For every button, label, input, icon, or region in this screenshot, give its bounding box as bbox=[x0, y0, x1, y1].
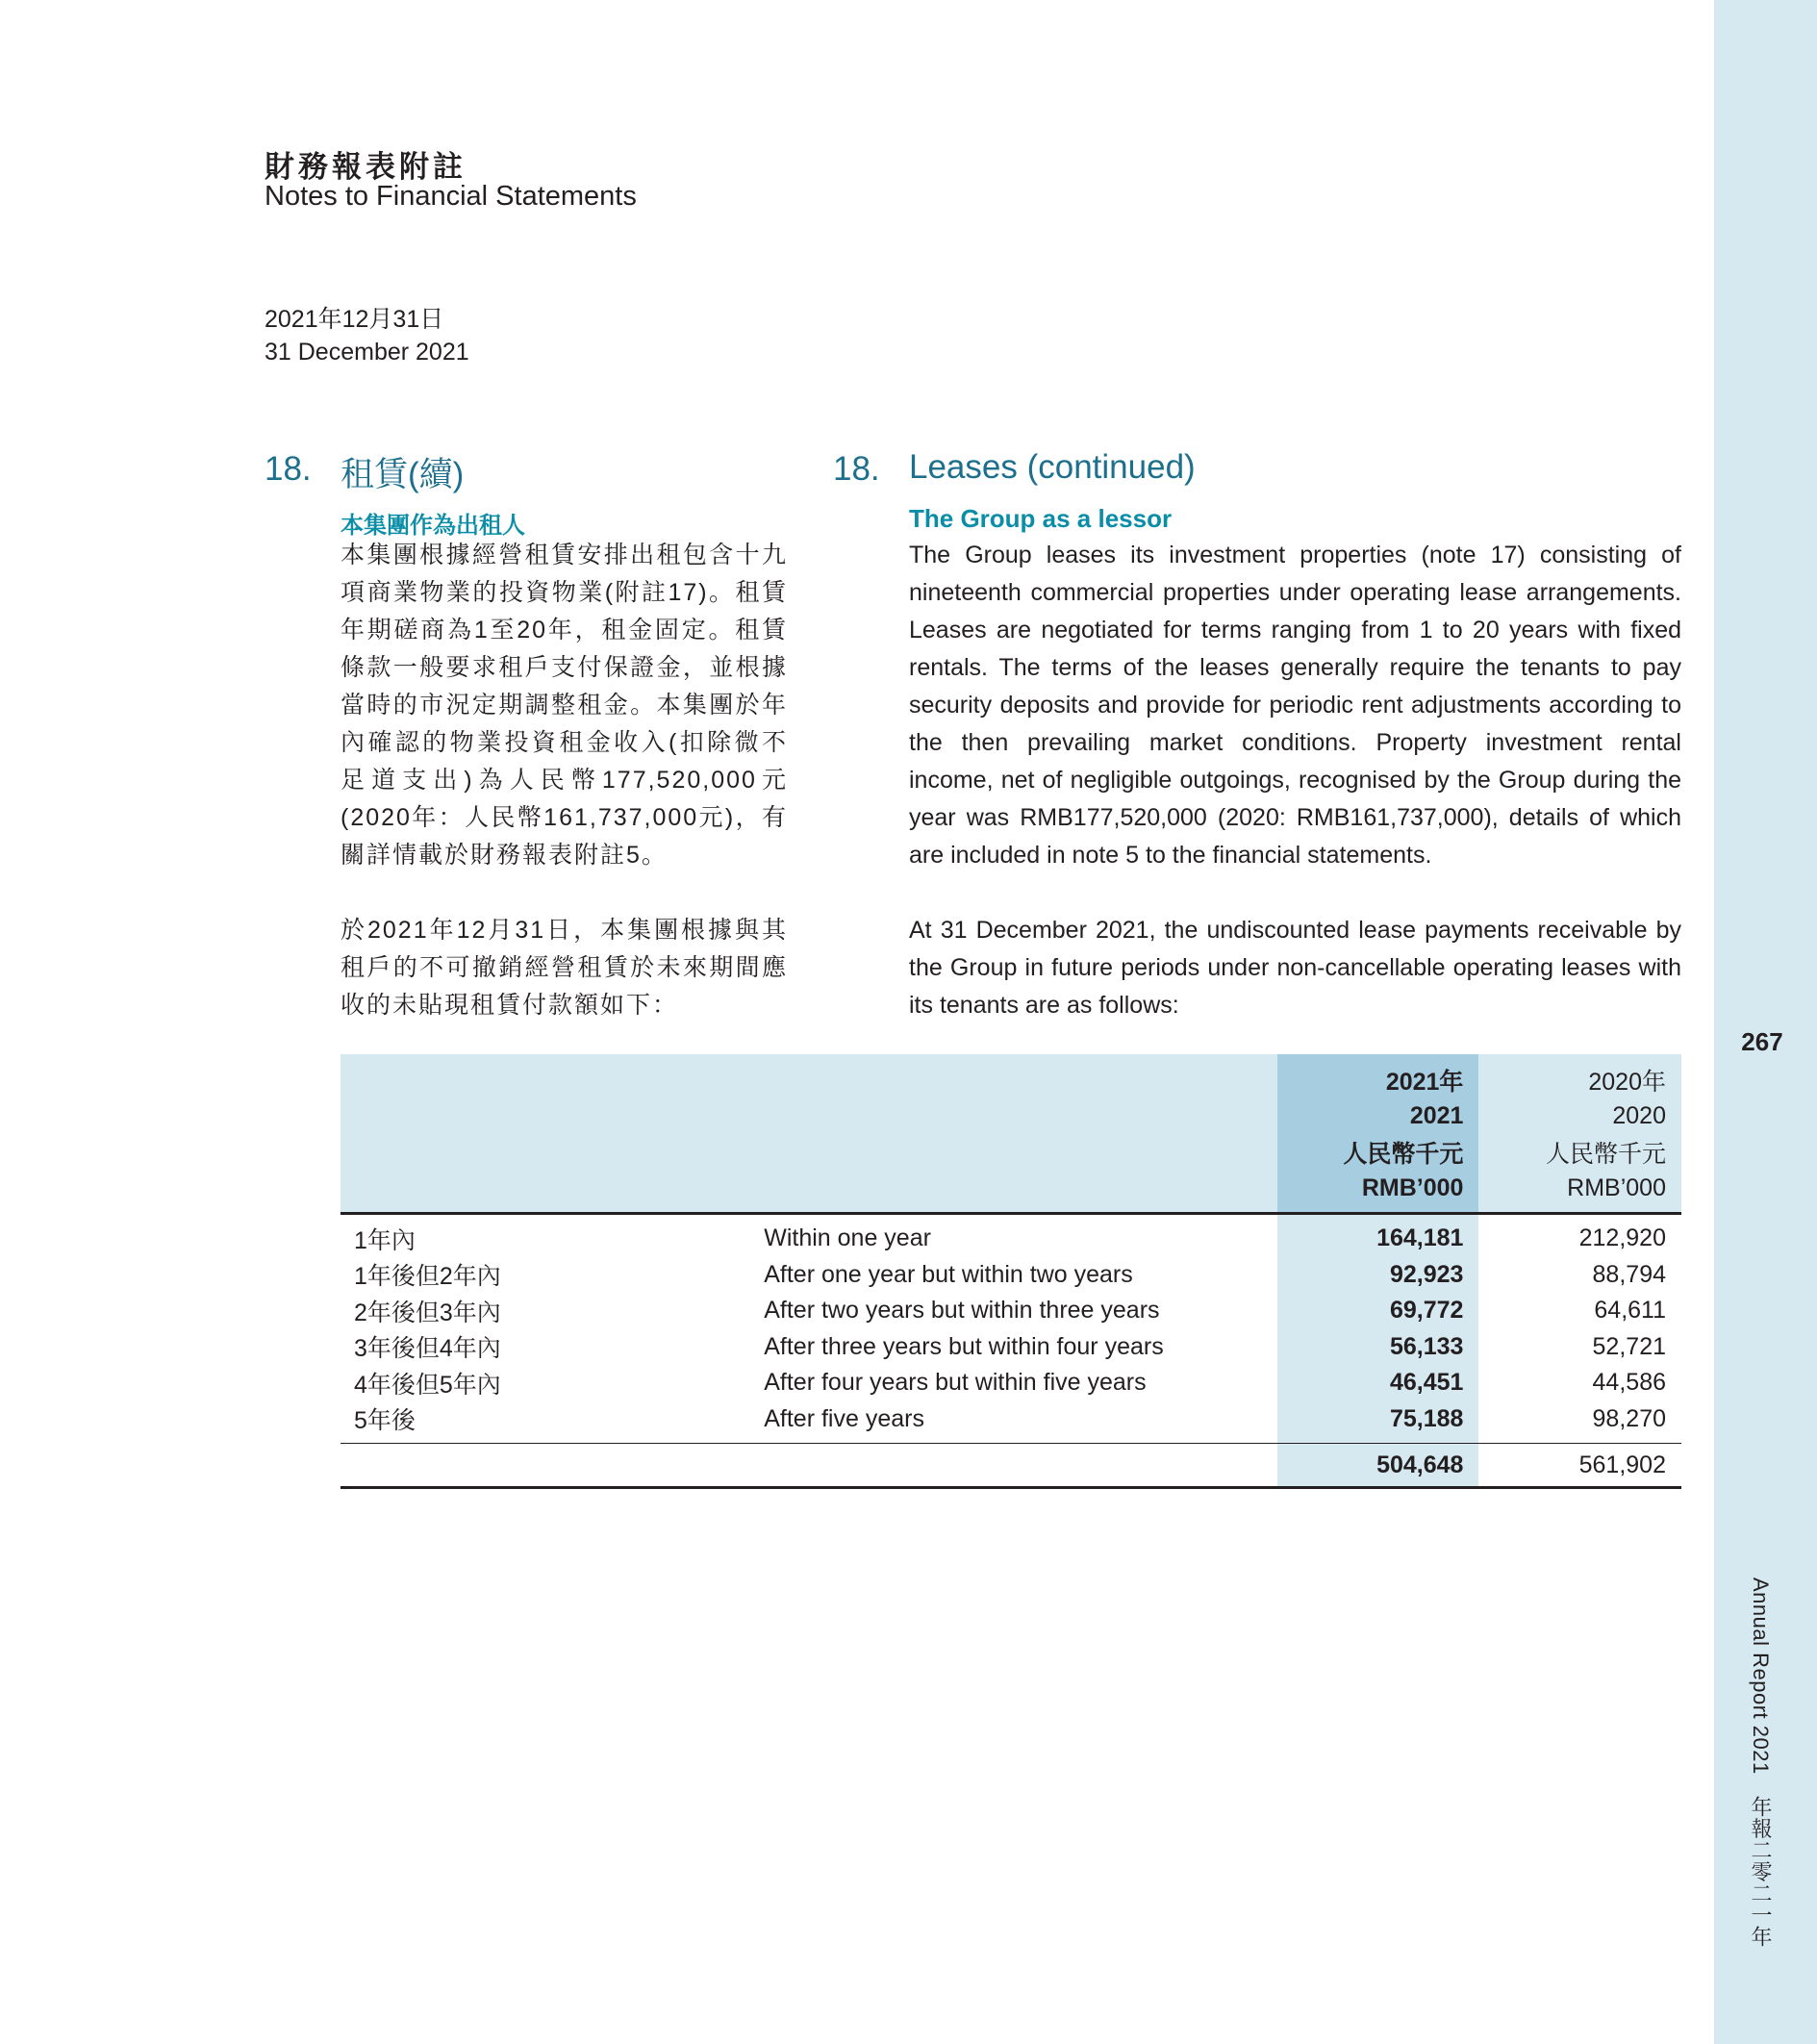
value-2020: 212,920 bbox=[1578, 1224, 1666, 1252]
row-label-en: After four years but within five years bbox=[764, 1369, 1147, 1397]
table-row bbox=[341, 1293, 1681, 1329]
section-title-en: Leases (continued) bbox=[909, 448, 1196, 486]
row-label-en: After three years but within four years bbox=[764, 1332, 1164, 1360]
table-row bbox=[341, 1329, 1681, 1366]
col-2020-unit-zh: 人民幣千元 bbox=[1478, 1134, 1681, 1171]
header-title-en: Notes to Financial Statements bbox=[265, 181, 637, 212]
table-body bbox=[341, 1214, 1681, 1444]
annual-report-label: Annual Report 2021 年報二零二一年 bbox=[1749, 1577, 1773, 1948]
section-number-en: 18. bbox=[833, 450, 880, 488]
section-number-zh: 18. bbox=[265, 450, 312, 488]
value-2021: 164,181 bbox=[1277, 1214, 1479, 1257]
value-2020: 98,270 bbox=[1478, 1401, 1681, 1444]
table-row bbox=[341, 1401, 1681, 1444]
lease-payments-table bbox=[341, 1054, 1681, 1489]
total-2020: 561,902 bbox=[1478, 1444, 1681, 1488]
row-label-zh: 1年內 bbox=[354, 1226, 416, 1254]
col-2020-year-zh: 2020年 bbox=[1478, 1054, 1681, 1098]
table-header bbox=[341, 1054, 1681, 1214]
col-2021-unit-zh: 人民幣千元 bbox=[1277, 1134, 1479, 1171]
row-label-zh: 5年後 bbox=[341, 1401, 764, 1444]
date-en: 31 December 2021 bbox=[265, 339, 469, 366]
date-zh: 2021年12月31日 bbox=[265, 306, 444, 333]
row-label-en: After five years bbox=[764, 1401, 1277, 1444]
header-title-zh: 財務報表附註 bbox=[265, 150, 467, 185]
value-2021: 92,923 bbox=[1277, 1257, 1479, 1294]
value-2021: 69,772 bbox=[1277, 1293, 1479, 1329]
section-title-zh: 租賃(續) bbox=[341, 456, 465, 493]
paragraph-1-en: The Group leases its investment properties (note 17) consisting of nineteenth commercial properties under operating lease arrangements. Leases are negotiated for terms ranging from 1 to 20 years with fixed rentals. The terms of the leases generally require the tenants to pay security deposits and provide for periodic rent adjustments according to the then prevailing market conditions. Property investment rental income, net of negligible outgoings, recognised by the Group during the year was RMB177,520,000 (2020: RMB161,737,000), details of which are included in note 5 to the financial statements. bbox=[909, 542, 1681, 869]
subtitle-zh: 本集團作為出租人 bbox=[341, 513, 525, 539]
table-row bbox=[341, 1365, 1681, 1401]
row-label-zh: 3年後但4年內 bbox=[354, 1335, 501, 1363]
value-2020: 88,794 bbox=[1592, 1260, 1666, 1288]
table-row bbox=[341, 1257, 1681, 1294]
col-2020-unit-en: RMB’000 bbox=[1478, 1171, 1681, 1214]
table-row bbox=[341, 1214, 1681, 1257]
row-label-en: After one year but within two years bbox=[764, 1260, 1133, 1288]
value-2020: 64,611 bbox=[1594, 1297, 1666, 1325]
value-2020: 44,586 bbox=[1592, 1369, 1666, 1397]
row-label-zh: 4年後但5年內 bbox=[354, 1371, 501, 1399]
value-2020: 52,721 bbox=[1592, 1332, 1666, 1360]
col-2021-year: 2021 bbox=[1277, 1098, 1479, 1135]
subtitle-en: The Group as a lessor bbox=[909, 504, 1173, 533]
col-2021-year-zh: 2021年 bbox=[1277, 1054, 1479, 1098]
page-number: 267 bbox=[1741, 1027, 1783, 1056]
value-2021: 56,133 bbox=[1277, 1329, 1479, 1366]
value-2021: 75,188 bbox=[1277, 1401, 1479, 1444]
col-2021-unit-en: RMB’000 bbox=[1277, 1171, 1479, 1214]
total-row bbox=[341, 1444, 1681, 1488]
paragraph-2-en: At 31 December 2021, the undiscounted lease payments receivable by the Group in future periods under non-cancellable operating leases with its tenants are as follows: bbox=[909, 917, 1681, 1019]
total-2021: 504,648 bbox=[1277, 1444, 1479, 1488]
table-total bbox=[341, 1444, 1681, 1488]
row-label-en: Within one year bbox=[764, 1224, 931, 1252]
row-label-en: After two years but within three years bbox=[764, 1297, 1160, 1325]
paragraph-1-zh: 本集團根據經營租賃安排出租包含十九項商業物業的投資物業(附註17)。租賃年期磋商為1至20年，租金固定。租賃條款一般要求租戶支付保證金，並根據當時的市況定期調整租金。本集團於年內確認的物業投資租金收入(扣除微不足道支出)為人民幣177,520,000元(2020年：人民幣161,737,000元)，有關詳情載於財務報表附註5。 bbox=[341, 542, 788, 869]
row-label-zh: 2年後但3年內 bbox=[354, 1299, 501, 1326]
paragraph-2-zh: 於2021年12月31日，本集團根據與其租戶的不可撤銷經營租賃於未來期間應收的未貼現租賃付款額如下： bbox=[341, 917, 788, 1019]
col-2020-year: 2020 bbox=[1478, 1098, 1681, 1135]
value-2021: 46,451 bbox=[1277, 1365, 1479, 1401]
row-label-zh: 1年後但2年內 bbox=[354, 1263, 501, 1291]
